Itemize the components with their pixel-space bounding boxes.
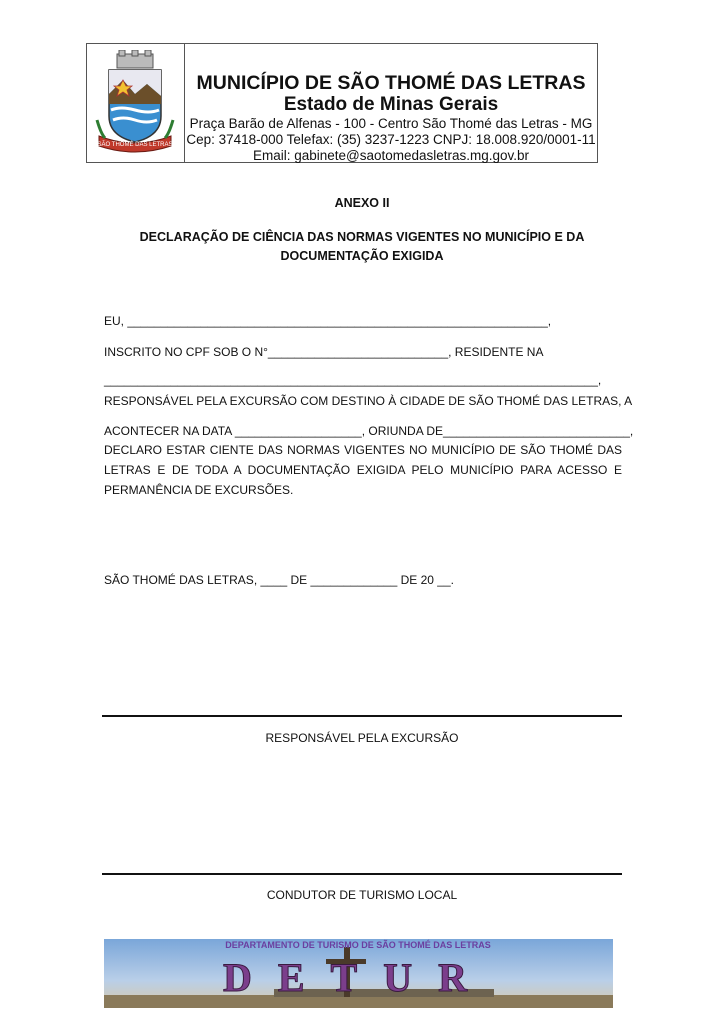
form-responsible-line: RESPONSÁVEL PELA EXCURSÃO COM DESTINO À CIDADE DE SÃO THOMÉ DAS LETRAS, A (104, 394, 633, 408)
banner-top-text: DEPARTAMENTO DE TURISMO DE SÃO THOMÉ DAS LETRAS (225, 940, 491, 950)
contact-line: Cep: 37418-000 Telefax: (35) 3237-1223 CNPJ: 18.008.920/0001-11 (186, 132, 596, 147)
crest-ribbon-text: SÃO THOMÉ DAS LETRAS (97, 142, 173, 148)
detur-banner (104, 939, 613, 1008)
banner-big-text: DETUR (222, 955, 494, 1000)
signature-line-responsible (102, 715, 622, 717)
email-line: Email: gabinete@saotomedasletras.mg.gov.br (252, 148, 530, 163)
crest-cell (87, 44, 185, 162)
form-name-line: EU, _______________________________________________________________, (104, 314, 552, 328)
signature-label-guide: CONDUTOR DE TURISMO LOCAL (266, 888, 458, 902)
form-date-origin-line: ACONTECER NA DATA ___________________, ORIUNDA DE____________________________, (104, 424, 634, 438)
signature-label-responsible: RESPONSÁVEL PELA EXCURSÃO (265, 731, 459, 745)
letterhead-text (185, 44, 597, 164)
place-date-line: SÃO THOMÉ DAS LETRAS, ____ DE _____________ DE 20 __. (104, 573, 454, 587)
form-residence-line: __________________________________________________________________________, (104, 373, 602, 387)
form-cpf-line: INSCRITO NO CPF SOB O N°___________________________, RESIDENTE NA (104, 345, 544, 359)
municipality-title: MUNICÍPIO DE SÃO THOMÉ DAS LETRAS (196, 72, 586, 94)
document-heading-line2: DOCUMENTAÇÃO EXIGIDA (280, 249, 444, 263)
declaration-paragraph: DECLARO ESTAR CIENTE DAS NORMAS VIGENTES NO MUNICÍPIO DE SÃO THOMÉ DAS LETRAS E DE TODA A DOCUMENTAÇÃO EXIGIDA PELO MUNICÍPIO PARA ACESSO E PERMANÊNCIA DE EXCURSÕES. (104, 443, 622, 497)
letterhead (86, 43, 598, 163)
municipal-crest-icon (95, 50, 175, 154)
detur-banner-graphic (104, 939, 613, 1008)
annex-title: ANEXO II (334, 196, 390, 210)
state-title: Estado de Minas Gerais (283, 94, 499, 115)
document-heading-line1: DECLARAÇÃO DE CIÊNCIA DAS NORMAS VIGENTES NO MUNICÍPIO E DA (139, 230, 585, 244)
signature-line-guide (102, 873, 622, 875)
address-line: Praça Barão de Alfenas - 100 - Centro São Thomé das Letras - MG (189, 116, 593, 131)
